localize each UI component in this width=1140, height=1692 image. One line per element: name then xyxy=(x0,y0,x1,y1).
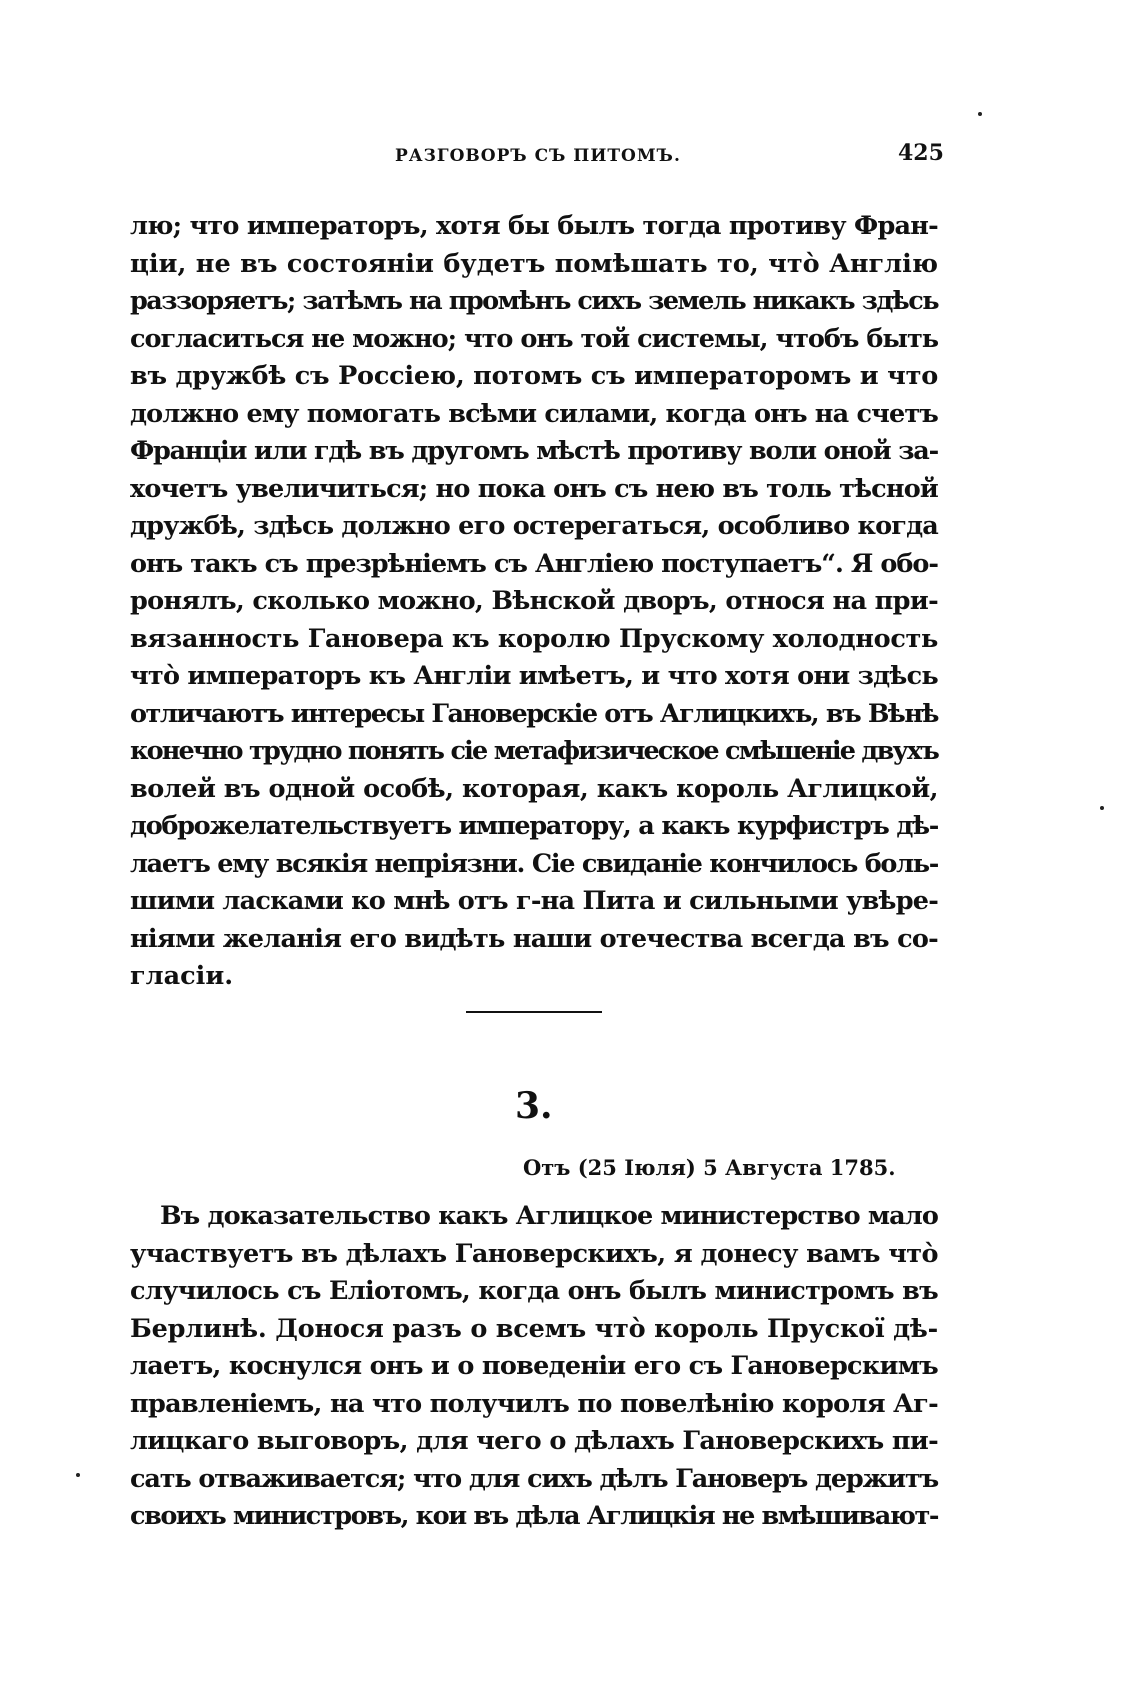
text-line: лаетъ, коснулся онъ и о поведеніи его съ Гановерскимъ xyxy=(130,1351,938,1381)
text-line: Франціи или гдѣ въ другомъ мѣстѣ противу воли оной за- xyxy=(130,436,938,466)
text-line: согласиться не можно; что онъ той системы, чтобъ быть xyxy=(130,323,938,354)
section-number: 3. xyxy=(515,1085,553,1127)
text-line: въ дружбѣ съ Россіею, потомъ съ императоромъ и что xyxy=(130,361,938,391)
page-number: 425 xyxy=(898,140,944,166)
text-line: хочетъ увеличиться; но пока онъ съ нею въ толь тѣсной xyxy=(130,473,938,504)
print-speck xyxy=(76,1473,80,1477)
text-line: что̀ императоръ къ Англіи имѣетъ, и что хотя они здѣсь xyxy=(130,661,938,691)
text-line: правленіемъ, на что получилъ по повелѣнію короля Аг- xyxy=(130,1388,938,1419)
text-line: лаетъ ему всякія непріязни. Сіе свиданіе кончилось боль- xyxy=(130,848,938,879)
text-line: случилось съ Еліотомъ, когда онъ былъ министромъ въ xyxy=(130,1276,938,1306)
paragraph-2 xyxy=(130,1198,938,1536)
paragraph-1 xyxy=(130,208,938,996)
text-line: лю; что императоръ, хотя бы былъ тогда противу Фран- xyxy=(130,211,938,241)
text-line: онъ такъ съ презрѣніемъ съ Англіею поступаетъ“. Я обо- xyxy=(130,548,938,579)
text-line: гласіи. xyxy=(130,961,234,991)
running-title: РАЗГОВОРЪ СЪ ПИТОМЪ. xyxy=(395,146,681,166)
letter-date: Отъ (25 Іюля) 5 Августа 1785. xyxy=(523,1155,896,1180)
text-line: дружбѣ, здѣсь должно его остерегаться, особливо когда xyxy=(130,511,938,541)
text-line: Берлинѣ. Донося разъ о всемъ что̀ король Прускої дѣ- xyxy=(130,1313,938,1344)
text-line: вязанность Гановера къ королю Прускому холодность xyxy=(130,623,938,654)
text-line: лицкаго выговоръ, для чего о дѣлахъ Гановерскихъ пи- xyxy=(130,1426,938,1456)
text-line: должно ему помогать всѣми силами, когда онъ на счетъ xyxy=(130,398,938,429)
text-line: ніями желанія его видѣть наши отечества всегда въ со- xyxy=(130,923,938,954)
text-line: доброжелательствуетъ императору, а какъ курфистръ дѣ- xyxy=(130,811,938,841)
text-line: отличаютъ интересы Гановерскіе отъ Аглицкихъ, въ Вѣнѣ xyxy=(130,698,938,729)
text-line: участвуетъ въ дѣлахъ Гановерскихъ, я донесу вамъ что̀ xyxy=(130,1238,938,1269)
text-line: ронялъ, сколько можно, Вѣнской дворъ, относя на при- xyxy=(130,586,938,616)
text-line: сать отваживается; что для сихъ дѣлъ Гановеръ держитъ xyxy=(130,1463,938,1494)
text-line: раззоряетъ; затѣмъ на промѣнъ сихъ земель никакъ здѣсь xyxy=(130,286,938,316)
text-line: ціи, не въ состояніи будетъ помѣшать то, что̀ Англію xyxy=(130,248,938,279)
text-line: волей въ одной особѣ, которая, какъ король Аглицкой, xyxy=(130,773,938,804)
text-line: своихъ министровъ, кои въ дѣла Аглицкія не вмѣшивают- xyxy=(130,1501,938,1531)
section-divider xyxy=(466,1011,602,1013)
print-speck xyxy=(1100,806,1104,810)
print-speck xyxy=(978,112,982,116)
text-line: Въ доказательство какъ Аглицкое министерство мало xyxy=(160,1201,938,1231)
text-line: шими ласками ко мнѣ отъ г-на Пита и сильными увѣре- xyxy=(130,886,938,916)
text-line: конечно трудно понять сіе метафизическое смѣшеніе двухъ xyxy=(130,736,938,766)
